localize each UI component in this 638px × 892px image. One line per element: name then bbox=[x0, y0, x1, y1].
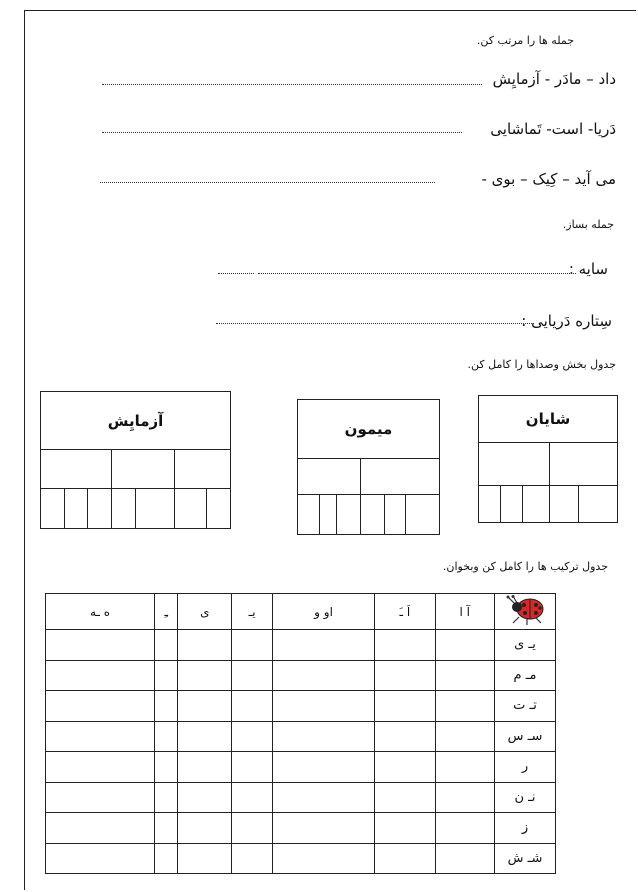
answer-cell[interactable] bbox=[178, 813, 232, 844]
section4-heading: جدول ترکیب ها را کامل کن وبخوان. bbox=[442, 560, 608, 573]
section3-heading: جدول بخش وصداها را کامل کن. bbox=[467, 358, 616, 371]
answer-cell[interactable] bbox=[272, 782, 374, 813]
sound-cell[interactable] bbox=[88, 489, 112, 528]
column-header: اَ ـَ bbox=[375, 594, 435, 630]
syllable-box-shayan bbox=[478, 395, 618, 523]
table-header-row bbox=[46, 594, 556, 630]
answer-cell[interactable] bbox=[232, 721, 273, 752]
sound-cell[interactable] bbox=[65, 489, 88, 528]
answer-line-2[interactable] bbox=[102, 132, 462, 133]
sentence-line-2: دَریا- است- تَماشایی bbox=[490, 120, 616, 138]
syllable-cell[interactable] bbox=[361, 458, 439, 495]
answer-cell[interactable] bbox=[46, 630, 155, 661]
word-shayan: شایان bbox=[479, 396, 617, 443]
table-row bbox=[46, 752, 556, 783]
answer-line-1[interactable] bbox=[102, 84, 482, 85]
table-row bbox=[46, 630, 556, 661]
section2-heading: جمله بساز. bbox=[562, 218, 614, 231]
answer-cell[interactable] bbox=[375, 782, 435, 813]
sound-cell[interactable] bbox=[112, 489, 136, 528]
answer-cell[interactable] bbox=[375, 721, 435, 752]
answer-cell[interactable] bbox=[272, 660, 374, 691]
column-header: ه ـه bbox=[46, 594, 155, 630]
answer-cell[interactable] bbox=[375, 843, 435, 874]
answer-cell[interactable] bbox=[46, 660, 155, 691]
answer-cell[interactable] bbox=[232, 843, 273, 874]
syllable-cell[interactable] bbox=[175, 449, 230, 489]
sentence-line-1: داد – مادَر - آزمایِش bbox=[492, 70, 616, 88]
syllable-cell[interactable] bbox=[298, 458, 361, 495]
column-header: ـِ bbox=[155, 594, 178, 630]
table-row bbox=[46, 691, 556, 722]
answer-cell[interactable] bbox=[155, 813, 178, 844]
answer-cell[interactable] bbox=[155, 752, 178, 783]
answer-cell[interactable] bbox=[435, 843, 494, 874]
answer-line-3[interactable] bbox=[100, 182, 435, 183]
answer-cell[interactable] bbox=[232, 691, 273, 722]
answer-cell[interactable] bbox=[232, 660, 273, 691]
row-header: مـ م bbox=[495, 660, 556, 691]
answer-cell[interactable] bbox=[155, 843, 178, 874]
answer-line-5[interactable] bbox=[216, 323, 534, 324]
syllable-box-azmayesh bbox=[40, 391, 231, 529]
column-header: آ ا bbox=[435, 594, 494, 630]
sentence-line-3: می آید – کِیک – بوی - bbox=[481, 170, 616, 188]
syllable-cell[interactable] bbox=[41, 449, 112, 489]
column-header: او و bbox=[272, 594, 374, 630]
sound-cell[interactable] bbox=[550, 486, 579, 522]
answer-cell[interactable] bbox=[178, 843, 232, 874]
answer-cell[interactable] bbox=[178, 752, 232, 783]
table-row bbox=[46, 782, 556, 813]
answer-cell[interactable] bbox=[435, 721, 494, 752]
answer-cell[interactable] bbox=[375, 630, 435, 661]
answer-cell[interactable] bbox=[375, 813, 435, 844]
sound-cell[interactable] bbox=[385, 495, 406, 534]
answer-cell[interactable] bbox=[435, 691, 494, 722]
table-row bbox=[46, 843, 556, 874]
table-row bbox=[46, 660, 556, 691]
answer-cell[interactable] bbox=[272, 630, 374, 661]
word-meymoon: میمون bbox=[298, 400, 439, 459]
row-header: ز bbox=[495, 813, 556, 844]
answer-cell[interactable] bbox=[375, 691, 435, 722]
syllable-cell[interactable] bbox=[479, 442, 550, 486]
answer-cell[interactable] bbox=[178, 721, 232, 752]
answer-cell[interactable] bbox=[272, 721, 374, 752]
word-azmayesh: آزمایِش bbox=[41, 392, 230, 450]
answer-cell[interactable] bbox=[155, 782, 178, 813]
answer-cell[interactable] bbox=[272, 813, 374, 844]
column-header: ی bbox=[178, 594, 232, 630]
combination-table bbox=[45, 593, 556, 874]
answer-cell[interactable] bbox=[155, 721, 178, 752]
answer-cell[interactable] bbox=[232, 752, 273, 783]
sound-cell[interactable] bbox=[523, 486, 550, 522]
table-row bbox=[46, 813, 556, 844]
answer-cell[interactable] bbox=[155, 691, 178, 722]
answer-cell[interactable] bbox=[375, 660, 435, 691]
answer-cell[interactable] bbox=[272, 752, 374, 783]
row-header: سـ س bbox=[495, 721, 556, 752]
make-sentence-shade: سایه : bbox=[568, 260, 608, 278]
sound-cell[interactable] bbox=[175, 489, 207, 528]
sound-cell[interactable] bbox=[501, 486, 523, 522]
answer-cell[interactable] bbox=[178, 782, 232, 813]
answer-cell[interactable] bbox=[178, 660, 232, 691]
table-row bbox=[46, 721, 556, 752]
sound-cell[interactable] bbox=[479, 486, 501, 522]
answer-cell[interactable] bbox=[178, 630, 232, 661]
make-sentence-starfish: سِتاره دَریایی : bbox=[521, 312, 612, 330]
answer-cell[interactable] bbox=[46, 721, 155, 752]
answer-cell[interactable] bbox=[46, 813, 155, 844]
answer-cell[interactable] bbox=[46, 843, 155, 874]
sound-cell[interactable] bbox=[136, 489, 175, 528]
answer-cell[interactable] bbox=[272, 843, 374, 874]
answer-cell[interactable] bbox=[375, 752, 435, 783]
answer-cell[interactable] bbox=[435, 782, 494, 813]
syllable-box-meymoon bbox=[297, 399, 440, 535]
answer-cell[interactable] bbox=[46, 691, 155, 722]
sound-cell[interactable] bbox=[361, 495, 385, 534]
answer-cell[interactable] bbox=[232, 813, 273, 844]
sound-cell[interactable] bbox=[337, 495, 361, 534]
answer-cell[interactable] bbox=[178, 691, 232, 722]
answer-cell[interactable] bbox=[435, 752, 494, 783]
answer-cell[interactable] bbox=[435, 813, 494, 844]
section1-heading: جمله ها را مرتب کن. bbox=[476, 34, 574, 47]
row-header: شـ ش bbox=[495, 843, 556, 874]
answer-cell[interactable] bbox=[155, 630, 178, 661]
row-header: تـ ت bbox=[495, 691, 556, 722]
answer-cell[interactable] bbox=[46, 782, 155, 813]
answer-cell[interactable] bbox=[155, 660, 178, 691]
answer-line-4b[interactable] bbox=[258, 273, 576, 274]
answer-cell[interactable] bbox=[232, 782, 273, 813]
answer-line-4a[interactable] bbox=[218, 273, 254, 274]
answer-cell[interactable] bbox=[435, 630, 494, 661]
syllable-cell[interactable] bbox=[112, 449, 175, 489]
answer-cell[interactable] bbox=[272, 691, 374, 722]
sound-cell[interactable] bbox=[320, 495, 337, 534]
ladybug-icon bbox=[495, 594, 556, 630]
column-header: یـ bbox=[232, 594, 273, 630]
sound-cell[interactable] bbox=[298, 495, 320, 534]
row-header: نـ ن bbox=[495, 782, 556, 813]
row-header: ر bbox=[495, 752, 556, 783]
answer-cell[interactable] bbox=[232, 630, 273, 661]
answer-cell[interactable] bbox=[435, 660, 494, 691]
row-header: یـ ی bbox=[495, 630, 556, 661]
sound-cell[interactable] bbox=[41, 489, 65, 528]
answer-cell[interactable] bbox=[46, 752, 155, 783]
syllable-cell[interactable] bbox=[550, 442, 617, 486]
